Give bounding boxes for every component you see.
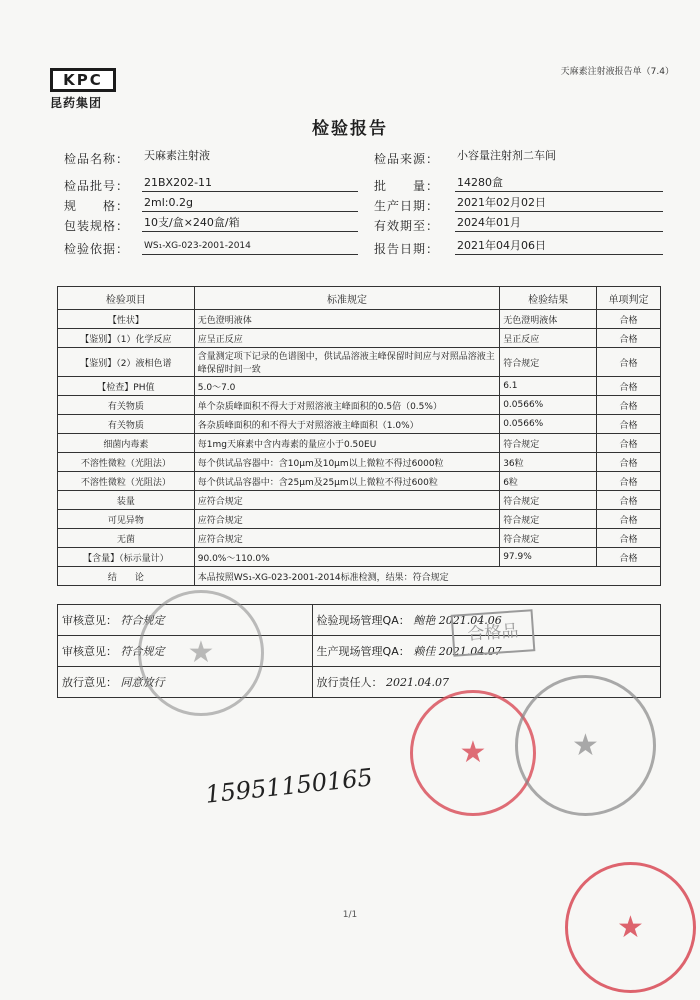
qa-prod-signature: 赖佳 2021.04.07: [413, 645, 502, 658]
conclusion-text: 本品按照WS₁-XG-023-2001-2014标准检测，结果：符合规定: [194, 567, 660, 586]
row-standard: 无色澄明液体: [194, 310, 499, 329]
row-item: 不溶性微粒（光阻法）: [58, 453, 195, 472]
mfg-label: 生产日期：: [374, 199, 440, 213]
conclusion-label: 结 论: [58, 567, 195, 586]
star-icon: ★: [617, 909, 644, 945]
spec-label: 规 格：: [64, 199, 130, 213]
row-verdict: 合格: [597, 415, 661, 434]
batch-value: 21BX202-11: [142, 175, 358, 192]
pack-value: 10支/盒×240盒/箱: [142, 215, 358, 232]
basis-value: WS₁-XG-023-2001-2014: [142, 238, 358, 255]
qa-site-signature: 鲍艳 2021.04.06: [413, 614, 502, 627]
release-label: 放行意见：: [62, 676, 117, 689]
row-verdict: 合格: [597, 510, 661, 529]
row-result: 97.9%: [500, 548, 597, 567]
source-label: 检品来源：: [374, 152, 440, 166]
row-item: 可见异物: [58, 510, 195, 529]
row-standard: 应符合规定: [194, 510, 499, 529]
row-result: 6.1: [500, 377, 597, 396]
logo-name: 昆药集团: [50, 96, 103, 110]
company-logo: [50, 68, 118, 111]
row-item: 【鉴别】（1）化学反应: [58, 329, 195, 348]
page-title: 检验报告: [312, 119, 388, 139]
row-verdict: 合格: [597, 529, 661, 548]
row-verdict: 合格: [597, 396, 661, 415]
batch-label: 检品批号：: [64, 179, 130, 193]
row-verdict: 合格: [597, 310, 661, 329]
row-item: 【性状】: [58, 310, 195, 329]
table-row: [58, 491, 661, 510]
row-result: 6粒: [500, 472, 597, 491]
qa-prod-label: 生产现场管理QA：: [316, 645, 410, 658]
row-verdict: 合格: [597, 453, 661, 472]
gray-seal-stamp: [515, 675, 656, 816]
qty-value: 14280盒: [455, 175, 663, 192]
row-item: 无菌: [58, 529, 195, 548]
table-row: [58, 348, 661, 377]
row-result: 0.0566%: [500, 415, 597, 434]
table-row: [58, 472, 661, 491]
results-table: [57, 286, 661, 586]
basis-label: 检验依据：: [64, 242, 130, 256]
pass-stamp: 合格品: [451, 609, 536, 657]
row-standard: 5.0～7.0: [194, 377, 499, 396]
logo-code: KPC: [50, 68, 116, 92]
row-item: 装量: [58, 491, 195, 510]
spec-value: 2ml:0.2g: [142, 195, 358, 212]
audit1-label: 审核意见：: [62, 614, 117, 627]
row-result: 36粒: [500, 453, 597, 472]
audit1-signature: 符合规定: [120, 614, 165, 627]
row-standard: 90.0%～110.0%: [194, 548, 499, 567]
row-verdict: 合格: [597, 377, 661, 396]
table-row: [58, 510, 661, 529]
star-icon: ★: [187, 635, 215, 670]
header-result: 检验结果: [500, 287, 597, 310]
pack-label: 包装规格：: [64, 219, 130, 233]
row-item: 有关物质: [58, 396, 195, 415]
row-verdict: 合格: [597, 329, 661, 348]
audit2-signature: 符合规定: [120, 645, 165, 658]
row-result: 0.0566%: [500, 396, 597, 415]
table-row: [58, 548, 661, 567]
row-verdict: 合格: [597, 348, 661, 377]
release-signature: 同意放行: [120, 676, 165, 689]
exp-value: 2024年01月: [455, 215, 663, 232]
header-standard: 标准规定: [194, 287, 499, 310]
name-value: 天麻素注射液: [144, 149, 210, 162]
row-result: 符合规定: [500, 434, 597, 453]
row-item: 【鉴别】（2）液相色谱: [58, 348, 195, 377]
row-standard: 每个供试品容器中：含25μm及25μm以上微粒不得过600粒: [194, 472, 499, 491]
row-standard: 每1mg天麻素中含内毒素的量应小于0.50EU: [194, 434, 499, 453]
report-date-value: 2021年04月06日: [455, 238, 663, 255]
doc-reference: 天麻素注射液报告单（7.4）: [560, 67, 674, 77]
row-verdict: 合格: [597, 472, 661, 491]
table-row: [58, 434, 661, 453]
row-result: 符合规定: [500, 529, 597, 548]
company-seal-stamp: [138, 590, 264, 716]
qa-site-label: 检验现场管理QA：: [316, 614, 410, 627]
table-row: [58, 310, 661, 329]
row-result: 符合规定: [500, 510, 597, 529]
table-row: [58, 329, 661, 348]
row-result: 无色澄明液体: [500, 310, 597, 329]
release-person-label: 放行责任人：: [316, 676, 383, 689]
row-result: 符合规定: [500, 491, 597, 510]
row-item: 细菌内毒素: [58, 434, 195, 453]
header-item: 检验项目: [58, 287, 195, 310]
page-number: 1/1: [342, 910, 358, 920]
row-standard: 应符合规定: [194, 529, 499, 548]
row-verdict: 合格: [597, 491, 661, 510]
release-person-signature: 2021.04.07: [386, 676, 450, 689]
suzhou-seal-stamp: [565, 862, 696, 993]
row-standard: 含量测定项下记录的色谱图中，供试品溶液主峰保留时间应与对照品溶液主峰保留时间一致: [194, 348, 499, 377]
table-row: [58, 453, 661, 472]
qty-label: 批 量：: [374, 179, 440, 193]
table-row: [58, 377, 661, 396]
row-item: 不溶性微粒（光阻法）: [58, 472, 195, 491]
row-item: 【含量】（标示量计）: [58, 548, 195, 567]
table-row: [58, 415, 661, 434]
row-result: 符合规定: [500, 348, 597, 377]
table-header-row: [58, 287, 661, 310]
table-row: [58, 529, 661, 548]
source-value: 小容量注射剂二车间: [457, 149, 556, 162]
handwritten-number: 15951150165: [203, 763, 374, 809]
row-item: 有关物质: [58, 415, 195, 434]
row-standard: 各杂质峰面积的和不得大于对照溶液主峰面积（1.0%）: [194, 415, 499, 434]
header-verdict: 单项判定: [597, 287, 661, 310]
row-standard: 每个供试品容器中：含10μm及10μm以上微粒不得过6000粒: [194, 453, 499, 472]
row-verdict: 合格: [597, 548, 661, 567]
mfg-value: 2021年02月02日: [455, 195, 663, 212]
row-standard: 应呈正反应: [194, 329, 499, 348]
conclusion-row: [58, 567, 661, 586]
name-label: 检品名称：: [64, 152, 130, 166]
row-result: 呈正反应: [500, 329, 597, 348]
row-item: 【检查】PH值: [58, 377, 195, 396]
report-date-label: 报告日期：: [374, 242, 440, 256]
exp-label: 有效期至：: [374, 219, 440, 233]
audit2-label: 审核意见：: [62, 645, 117, 658]
star-icon: ★: [572, 727, 599, 763]
table-row: [58, 396, 661, 415]
row-verdict: 合格: [597, 434, 661, 453]
star-icon: ★: [459, 735, 487, 770]
row-standard: 应符合规定: [194, 491, 499, 510]
row-standard: 单个杂质峰面积不得大于对照溶液主峰面积的0.5倍（0.5%）: [194, 396, 499, 415]
